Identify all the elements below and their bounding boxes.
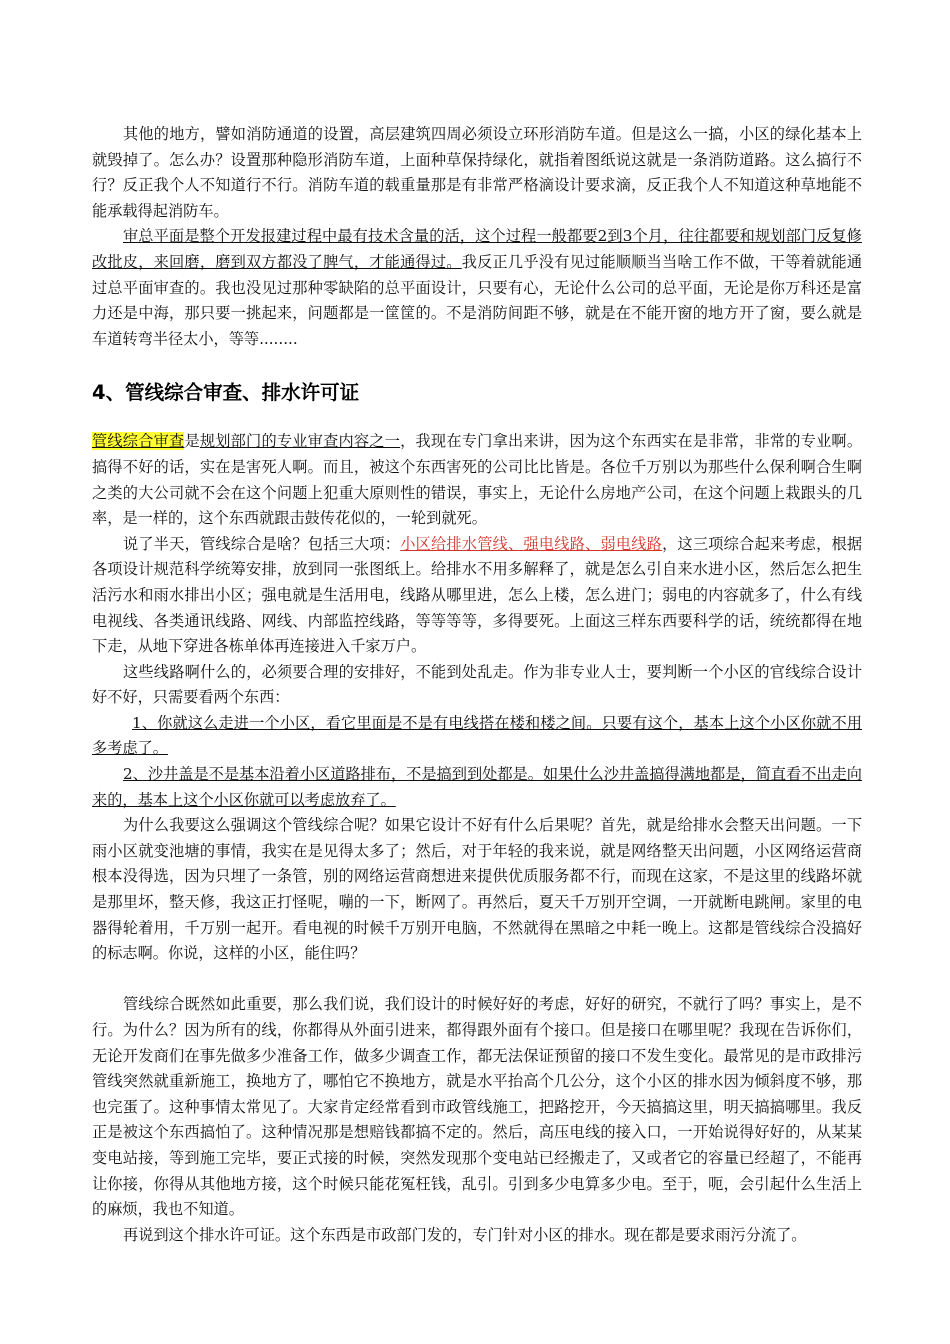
red-item-water: 小区给排水管线 — [400, 534, 509, 553]
section-heading: 4、管线综合审查、排水许可证 — [92, 381, 360, 405]
red-item-power: 强电线路 — [523, 534, 586, 553]
paragraph-text: 说了半天，管线综合是啥？包括三大项： — [123, 534, 401, 553]
paragraph-three-items — [92, 532, 862, 660]
paragraph-interface-changes: 管线综合既然如此重要，那么我们说，我们设计的时候好好的考虑，好好的研究，不就行了吗？事实上，是不行。为什么？因为所有的线，你都得从外面引进来，都得跟外面有个接口。但是接口在哪里呢？我现在告诉你们，无论开发商们在事先做多少准备工作，做多少调查工作，都无法保证预留的接口不发生变化。最常见的是市政排污管线突然就重新施工，换地方了，哪怕它不换地方，就是水平抬高个几公分，这个小区的排水因为倾斜度不够，那也完蛋了。这种事情太常见了。大家肯定经常看到市政管线施工，把路挖开，今天搞搞这里，明天搞搞哪里。我反正是被这个东西搞怕了。这种情况那是想赔钱都搞不定的。然后，高压电线的接入口，一开始说得好好的，从某某变电站接，等到施工完毕，要正式接的时候，突然发现那个变电站已经搬走了，又或者它的容量已经超了，不能再让你接，你得从其他地方接，这个时候只能花冤枉钱，乱引。引到多少电算多少电。至于，呃，会引起什么生活上的麻烦，我也不知道。 — [92, 995, 862, 1219]
paragraph-text: ，我现在专门拿出来讲，因为这个东西实在是非常，非常的专业啊。搞得不好的话，实在是害死人啊。而且，被这个东西害死的公司比比皆是。各位千万别以为那些什么保利啊合生啊之类的大公司就不会在这个问题上犯重大原则性的错误，事实上，无论什么房地产公司，在这个问题上栽跟头的几率，是一样的，这个东西就跟击鼓传花似的，一轮到就死。 — [92, 432, 863, 528]
paragraph-fire-lane: 其他的地方，譬如消防通道的设置，高层建筑四周必须设立环形消防车道。但是这么一搞，小区的绿化基本上就毁掉了。怎么办？设置那种隐形消防车道，上面种草保持绿化，就指着图纸说这就是一条消防道路。这么搞行不行？反正我个人不知道行不行。消防车道的载重量那是有非常严格滴设计要求滴，反正我个人不知道这种草地能不能承载得起消防车。 — [92, 125, 862, 220]
blank-line — [92, 967, 862, 993]
criterion-one-text: 1、你就这么走进一个小区，看它里面是不是有电线搭在楼和楼之间。只要有这个，基本上这个小区你就不用多考虑了。 — [92, 713, 862, 758]
criterion-one — [92, 711, 862, 762]
highlighted-term: 管线综合审查 — [92, 432, 185, 451]
paragraph-text: 是 — [184, 432, 200, 451]
paragraph-pipeline-review — [92, 429, 862, 531]
paragraph-judge-criteria: 这些线路啊什么的，必须要合理的安排好，不能到处乱走。作为非专业人士，要判断一个小区的官线综合设计好不好，只需要看两个东西： — [92, 662, 862, 707]
red-separator: 、 — [508, 534, 524, 553]
paragraph-site-plan-review — [92, 224, 862, 352]
paragraph-text: 我反正几乎没有见过能顺顺当当啥工作不做，干等着就能通过总平面审查的。我也没见过那种零缺陷的总平面设计，只要有心，无论什么公司的总平面，无论是你万科还是富力还是中海，那只要一挑起来，问题都是一筐筐的。不是消防间距不够，就是在不能开窗的地方开了窗，要么就是车道转弯半径太小，等等........ — [92, 252, 863, 348]
underlined-sentence: 审总平面是整个开发报建过程中最有技术含量的活，这个过程一般都要2到3个月，往往都要和规划部门反复修改批皮，来回磨，磨到双方都没了脾气，才能通得过。 — [92, 227, 862, 271]
paragraph-drainage-permit: 再说到这个排水许可证。这个东西是市政部门发的，专门针对小区的排水。现在都是要求雨污分流了。 — [123, 1225, 807, 1244]
paragraph-text: ，这三项综合起来考虑，根据各项设计规范科学统筹安排，放到同一张图纸上。给排水不用多解释了，就是怎么引自来水进小区，然后怎么把生活污水和雨水排出小区；强电就是生活用电，线路从哪里进，怎么上楼，怎么进门；弱电的内容就多了，什么有线电视线、各类通讯线路、网线、内部监控线路，等等等等，多得要死。上面这三样东西要科学的话，统统都得在地下走，从地下穿进各栋单体再连接进入千家万户。 — [92, 534, 863, 656]
underlined-phrase: 规划部门的专业审查内容之一 — [199, 432, 401, 451]
red-item-low-voltage: 弱电线路 — [600, 534, 663, 553]
document-page — [92, 122, 862, 1248]
criterion-two — [92, 762, 862, 813]
criterion-two-text: 2、沙井盖是不是基本沿着小区道路排布，不是搞到到处都是。如果什么沙井盖搞得满地都是，简直看不出走向来的，基本上这个小区你就可以考虑放弃了。 — [92, 765, 862, 809]
paragraph-consequences: 为什么我要这么强调这个管线综合呢？如果它设计不好有什么后果呢？首先，就是给排水会整天出问题。一下雨小区就变池塘的事情，我实在是见得太多了；然后，对于年轻的我来说，就是网络整天出问题，小区网络运营商根本没得选，因为只埋了一条管，别的网络运营商想进来提供优质服务都不行，而现在这家，不是这里的线路坏就是那里坏，整天修，我这正打怪呢，嘣的一下，断网了。再然后，夏天千万别开空调，一开就断电跳闸。家里的电器得轮着用，千万别一起开。看电视的时候千万别开电脑，不然就得在黑暗之中耗一晚上。这都是管线综合没搞好的标志啊。你说，这样的小区，能住吗？ — [92, 816, 862, 963]
red-separator: 、 — [585, 534, 601, 553]
